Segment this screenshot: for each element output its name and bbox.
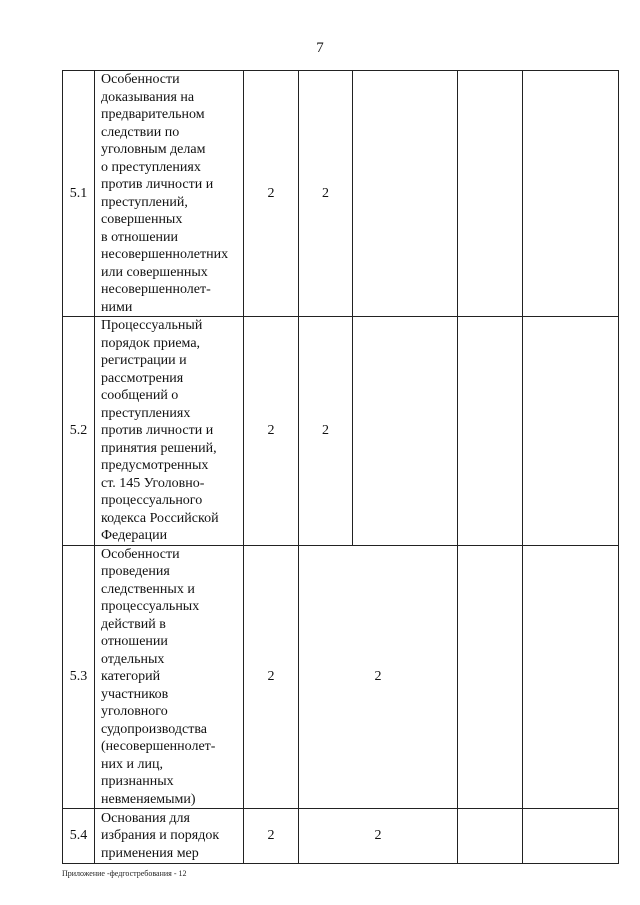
- hours-total-cell: 2: [244, 71, 299, 317]
- topic-line: следствии по: [101, 124, 180, 140]
- topic-line: против личности и: [101, 423, 214, 438]
- table-row: [63, 545, 619, 809]
- row-number: 5.4: [63, 809, 95, 864]
- topic-line: (несовершеннолет-: [101, 739, 216, 754]
- topic-line: процессуального: [101, 493, 203, 508]
- page-number: 7: [316, 40, 324, 56]
- topic-line: отдельных: [101, 651, 165, 667]
- hours-self-cell: [458, 71, 523, 317]
- topic-line: рассмотрения: [101, 370, 184, 386]
- topic-line: избрания и порядок: [101, 828, 220, 844]
- topic-line: о преступлениях: [101, 159, 201, 175]
- row-number: 5.1: [63, 71, 95, 317]
- topic-line: судопроизводства: [101, 721, 207, 737]
- control-form-cell: [523, 545, 619, 809]
- hours-self-cell: [458, 545, 523, 809]
- topic-cell: [95, 317, 244, 546]
- topic-cell: [95, 545, 244, 809]
- topic-line: регистрации и: [101, 353, 187, 368]
- control-form-cell: [523, 317, 619, 546]
- topic-line: несовершеннолетних: [101, 247, 229, 262]
- topic-line: Особенности: [101, 72, 180, 87]
- topic-line: порядок приема,: [101, 335, 201, 351]
- hours-total-cell: 2: [244, 809, 299, 864]
- topic-line: ст. 145 Уголовно-: [101, 475, 205, 491]
- topic-line: уголовного: [101, 704, 168, 719]
- hours-total-cell: 2: [244, 317, 299, 546]
- topic-line: в отношении: [101, 229, 179, 245]
- table-row: [63, 71, 619, 317]
- topic-line: преступлений,: [101, 194, 188, 210]
- topic-line: против личности и: [101, 177, 214, 192]
- topic-line: отношении: [101, 634, 168, 649]
- hours-merged-cell: 2: [299, 545, 458, 809]
- table-row: [63, 809, 619, 864]
- topic-line: категорий: [101, 669, 161, 684]
- row-number: 5.3: [63, 545, 95, 809]
- topic-line: уголовным делам: [101, 142, 206, 157]
- topic-line: несовершеннолет-: [101, 282, 211, 297]
- control-form-cell: [523, 71, 619, 317]
- hours-self-cell: [458, 809, 523, 864]
- hours-self-cell: [458, 317, 523, 546]
- hours-practice-cell: [353, 317, 458, 546]
- topic-line: кодекса Российской: [101, 510, 219, 526]
- topic-cell: [95, 71, 244, 317]
- topic-cell: [95, 809, 244, 864]
- topic-line: Особенности: [101, 546, 180, 562]
- topic-line: ними: [101, 299, 133, 315]
- topic-line: или совершенных: [101, 264, 208, 280]
- topic-line: участников: [101, 686, 169, 702]
- control-form-cell: [523, 809, 619, 864]
- topic-line: Процессуальный: [101, 318, 203, 333]
- topic-line: Основания для: [101, 810, 190, 826]
- topic-line: процессуальных: [101, 599, 200, 614]
- row-number: 5.2: [63, 317, 95, 546]
- topic-line: доказывания на: [101, 89, 195, 105]
- topic-line: применения мер: [101, 845, 199, 861]
- topic-line: действий в: [101, 616, 166, 632]
- topic-line: Федерации: [101, 528, 168, 543]
- curriculum-table: [62, 70, 619, 864]
- topic-line: принятия решений,: [101, 440, 217, 456]
- hours-lecture-cell: 2: [299, 71, 353, 317]
- topic-line: совершенных: [101, 212, 183, 227]
- topic-line: признанных: [101, 774, 174, 789]
- topic-line: проведения: [101, 564, 170, 579]
- topic-line: них и лиц,: [101, 756, 163, 772]
- topic-line: сообщений о: [101, 388, 179, 403]
- page-footer: Приложение -федгостребования - 12: [62, 869, 187, 878]
- hours-practice-cell: [353, 71, 458, 317]
- topic-line: предварительном: [101, 107, 205, 122]
- topic-line: невменяемыми): [101, 791, 196, 807]
- hours-lecture-cell: 2: [299, 317, 353, 546]
- table-row: [63, 317, 619, 546]
- topic-line: следственных и: [101, 581, 195, 597]
- topic-line: предусмотренных: [101, 458, 209, 473]
- hours-merged-cell: 2: [299, 809, 458, 864]
- hours-total-cell: 2: [244, 545, 299, 809]
- topic-line: преступлениях: [101, 405, 191, 421]
